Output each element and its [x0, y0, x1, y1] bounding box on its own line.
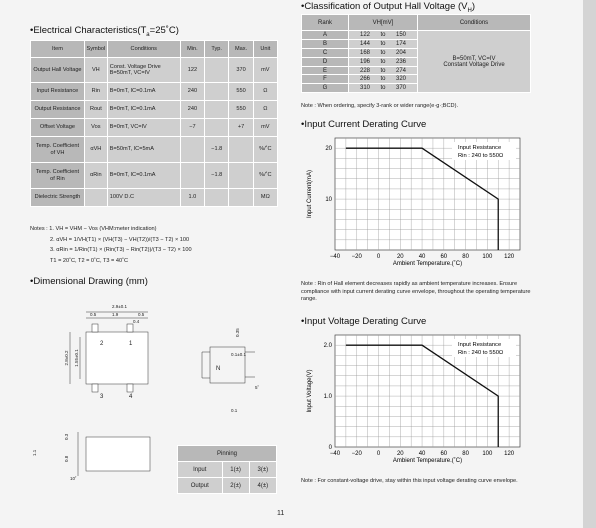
elec-cell: B=0mT, IC=0.1mA	[107, 101, 180, 119]
pinning-cell: 1(±)	[222, 462, 249, 478]
y-tick-label: 20	[325, 146, 332, 153]
x-tick-label: 60	[440, 254, 448, 260]
class-rank: E	[302, 66, 349, 75]
pinning-cell: 3(±)	[249, 462, 276, 478]
class-range-part: to	[380, 49, 386, 56]
pinning-title: Pinning	[178, 446, 277, 462]
class-rank: G	[302, 84, 349, 93]
elec-cell: %/˚C	[253, 137, 277, 163]
annotation-line-1: Input Resistance	[458, 342, 502, 348]
class-range-part: 174	[395, 40, 406, 47]
dim-label-5: 2.8±0.2	[64, 350, 69, 366]
elec-cell	[229, 163, 253, 189]
class-range-part: 320	[395, 76, 406, 83]
dim-label-4: 0.4	[133, 319, 140, 324]
elec-row	[31, 137, 278, 163]
class-range-part: to	[380, 58, 386, 65]
elec-cell	[205, 119, 229, 137]
elec-cell: B=0mT, VC=IV	[107, 119, 180, 137]
elec-cell	[84, 189, 107, 207]
class-range	[349, 39, 418, 48]
x-tick-label: 20	[396, 254, 404, 260]
chart-1-title: •Input Current Derating Curve	[301, 119, 427, 130]
dim-label-2: 1.9	[112, 312, 119, 317]
pin-1-label: 1	[129, 341, 133, 347]
elec-cell: Temp. Coefficient of Rin	[31, 163, 85, 189]
class-rank: C	[302, 48, 349, 57]
elec-cell: B=50mT, IC=5mA	[107, 137, 180, 163]
dim-label-15: N	[216, 366, 221, 372]
x-tick-label: 100	[482, 254, 493, 260]
dim-label-3: 0.5	[138, 312, 145, 317]
class-range-part: 144	[359, 40, 370, 47]
elec-cell: 240	[180, 83, 204, 101]
class-rank: D	[302, 57, 349, 66]
x-axis-label: Ambient Temperature.(˚C)	[392, 458, 463, 464]
elec-cell: Const. Voltage Drive B=50mT, VC=IV	[107, 58, 180, 83]
elec-cell: Offset Voltage	[31, 119, 85, 137]
x-tick-label: 100	[482, 451, 493, 457]
class-header-vh: VH[mV]	[349, 15, 418, 31]
elec-row	[31, 119, 278, 137]
dim-label-13: 10˚	[70, 476, 77, 481]
class-range-part: 236	[395, 58, 406, 65]
note-1: Notes : 1. VH = VHM − Vos (VHM:meter indication)	[30, 226, 157, 232]
elec-cell: %/˚C	[253, 163, 277, 189]
class-range-part: 266	[359, 76, 370, 83]
x-tick-label: 80	[462, 254, 469, 260]
elec-row	[31, 189, 278, 207]
elec-cell: MΩ	[253, 189, 277, 207]
elec-cell: 122	[180, 58, 204, 83]
chart-2-note: Note : For constant-voltage drive, stay within this input voltage derating curve envelope.	[301, 478, 518, 484]
elec-header: Item	[31, 41, 85, 58]
pinning-cell: 2(±)	[222, 478, 249, 494]
dim-label-0: 2.9±0.1	[112, 304, 127, 309]
class-rank: A	[302, 31, 349, 40]
class-range-part: to	[380, 76, 386, 83]
y-axis-label: Input Voltage(V)	[307, 369, 313, 413]
elec-header: Min.	[180, 41, 204, 58]
elec-header: Typ.	[205, 41, 229, 58]
elec-cell: Ω	[253, 83, 277, 101]
elec-cell: −7	[180, 119, 204, 137]
elec-cell: 1.0	[180, 189, 204, 207]
pinning-cell: 4(±)	[249, 478, 276, 494]
page-gutter	[583, 0, 596, 528]
dim-label-10: 1.1	[32, 449, 37, 456]
class-range	[349, 48, 418, 57]
elec-cell: Ω	[253, 101, 277, 119]
y-tick-label: 10	[325, 197, 332, 204]
pin-3-label: 3	[100, 394, 104, 400]
x-tick-label: −40	[329, 254, 341, 260]
elec-cell: VH	[84, 58, 107, 83]
note-2: 2. αVH = 1/VH(T1) × (VH(T3) − VH(T2))/(T3 − T2) × 100	[50, 236, 190, 243]
elec-cell: Rin	[84, 83, 107, 101]
x-tick-label: −20	[351, 451, 362, 457]
class-range-part: 370	[395, 85, 406, 92]
electrical-characteristics-table	[30, 40, 278, 207]
x-tick-label: 80	[462, 451, 469, 457]
elec-cell: 240	[180, 101, 204, 119]
class-header-conditions: Conditions	[418, 15, 531, 31]
annotation-line-2: Rin : 240 to 550Ω	[458, 153, 504, 159]
pin-4-label: 4	[129, 394, 133, 400]
elec-cell	[180, 163, 204, 189]
pinning-table	[177, 445, 277, 494]
class-row	[302, 31, 531, 40]
input-voltage-derating-chart	[301, 329, 531, 474]
dim-label-6: 1.55±0.1	[74, 349, 79, 367]
class-range	[349, 75, 418, 84]
elec-cell: 550	[229, 83, 253, 101]
pin-2-label: 2	[100, 341, 104, 347]
class-range-part: to	[380, 31, 386, 38]
chart-2-title: •Input Voltage Derating Curve	[301, 316, 427, 327]
y-tick-label: 1.0	[323, 394, 332, 401]
dim-label-8: 0.1±0.1	[231, 352, 246, 357]
x-tick-label: −20	[351, 254, 362, 260]
class-rank: F	[302, 75, 349, 84]
x-tick-label: −40	[329, 451, 341, 457]
elec-cell: αRin	[84, 163, 107, 189]
y-tick-label: 2.0	[323, 343, 332, 350]
pinning-cell: Input	[178, 462, 223, 478]
elec-cell: Temp. Coefficient of VH	[31, 137, 85, 163]
y-tick-label: 0	[328, 445, 332, 451]
x-tick-label: 20	[396, 451, 404, 457]
elec-header: Symbol	[84, 41, 107, 58]
note-3: 3. αRin = 1/Rin(T1) × (Rin(T3) − Rin(T2))/(T3 − T2) × 100	[50, 247, 192, 254]
class-header-rank: Rank	[302, 15, 349, 31]
elec-cell: αVH	[84, 137, 107, 163]
x-tick-label: 40	[418, 254, 426, 260]
class-conditions	[418, 31, 531, 93]
input-current-derating-chart	[301, 132, 531, 277]
class-range-part: 122	[359, 31, 370, 38]
dim-label-7: 0.35	[235, 328, 240, 337]
elec-cell: mV	[253, 119, 277, 137]
elec-cell: Dielectric Strength	[31, 189, 85, 207]
class-rank: B	[302, 39, 349, 48]
elec-row	[31, 83, 278, 101]
x-tick-label: 0	[376, 254, 381, 260]
elec-cell: −1.8	[205, 163, 229, 189]
x-axis-label: Ambient Temperature.(˚C)	[392, 261, 463, 267]
elec-row	[31, 101, 278, 119]
elec-cell	[205, 101, 229, 119]
dim-label-12: 0.8	[64, 455, 69, 462]
class-range-part: 274	[395, 67, 406, 74]
elec-cell: Output Hall Voltage	[31, 58, 85, 83]
note-4: T1 = 20˚C, T2 = 0˚C, T3 = 40˚C	[50, 257, 128, 264]
class-range-part: to	[380, 40, 386, 47]
elec-cell: Vos	[84, 119, 107, 137]
elec-cell: 100V D.C	[107, 189, 180, 207]
elec-cell	[205, 189, 229, 207]
elec-cell: Output Resistance	[31, 101, 85, 119]
elec-cell	[180, 137, 204, 163]
class-range-part: 196	[359, 58, 370, 65]
elec-cell: Rout	[84, 101, 107, 119]
class-title: •Classification of Output Hall Voltage $(V_H)$	[301, 1, 476, 14]
elec-cell: −1.8	[205, 137, 229, 163]
elec-header: Unit	[253, 41, 277, 58]
dim-label-1: 0.5	[90, 312, 97, 317]
x-tick-label: 120	[504, 254, 515, 260]
class-range	[349, 31, 418, 40]
class-condition-2: Constant Voltage Drive	[443, 61, 505, 68]
dim-label-9: 0.1	[231, 408, 238, 413]
formula-notes	[30, 226, 192, 265]
elec-cell: Input Resistance	[31, 83, 85, 101]
class-range-part: 204	[395, 49, 406, 56]
elec-cell: B=0mT, IC=0.1mA	[107, 163, 180, 189]
elec-cell	[229, 137, 253, 163]
class-range	[349, 57, 418, 66]
elec-row	[31, 58, 278, 83]
dim-label-14: 5˚	[255, 385, 260, 390]
class-range-part: to	[380, 85, 386, 92]
x-tick-label: 120	[504, 451, 515, 457]
elec-header: Conditions	[107, 41, 180, 58]
elec-cell	[229, 189, 253, 207]
dim-label-11: 0.3	[64, 433, 69, 440]
x-tick-label: 60	[440, 451, 448, 457]
x-tick-label: 40	[418, 451, 426, 457]
elec-row	[31, 163, 278, 189]
class-range-part: to	[380, 67, 386, 74]
dimensional-title: •Dimensional Drawing (mm)	[30, 276, 148, 287]
elec-header: Max.	[229, 41, 253, 58]
classification-table	[301, 14, 531, 93]
pinning-cell: Output	[178, 478, 223, 494]
class-note: Note : When ordering, specify 3-rank or wider range(e·g·;BCD).	[301, 103, 458, 109]
elec-cell	[205, 83, 229, 101]
elec-cell: B=0mT, IC=0.1mA	[107, 83, 180, 101]
chart-1-note: Note : Rin of Hall element decreases rapidly as ambient temperature increases. Ensure compliance with input current derating curve envelope, throughout the operating temperature range.	[301, 281, 531, 303]
class-range	[349, 66, 418, 75]
class-range-part: 168	[359, 49, 370, 56]
elec-cell	[205, 58, 229, 83]
annotation-line-2: Rin : 240 to 550Ω	[458, 350, 504, 356]
elec-cell: mV	[253, 58, 277, 83]
class-range-part: 310	[359, 85, 370, 92]
class-condition-1: B=50mT, VC=IV	[452, 55, 496, 62]
class-range	[349, 84, 418, 93]
elec-cell: 370	[229, 58, 253, 83]
elec-cell: +7	[229, 119, 253, 137]
y-axis-label: Input Current(mA)	[307, 169, 313, 219]
class-range-part: 150	[395, 31, 406, 38]
page-number: 11	[277, 510, 285, 517]
elec-title: •Electrical $Characteristics(T_a=25˚C)$	[30, 25, 179, 38]
annotation-line-1: Input Resistance	[458, 145, 502, 151]
elec-cell: 550	[229, 101, 253, 119]
x-tick-label: 0	[376, 451, 381, 457]
class-range-part: 228	[359, 67, 370, 74]
